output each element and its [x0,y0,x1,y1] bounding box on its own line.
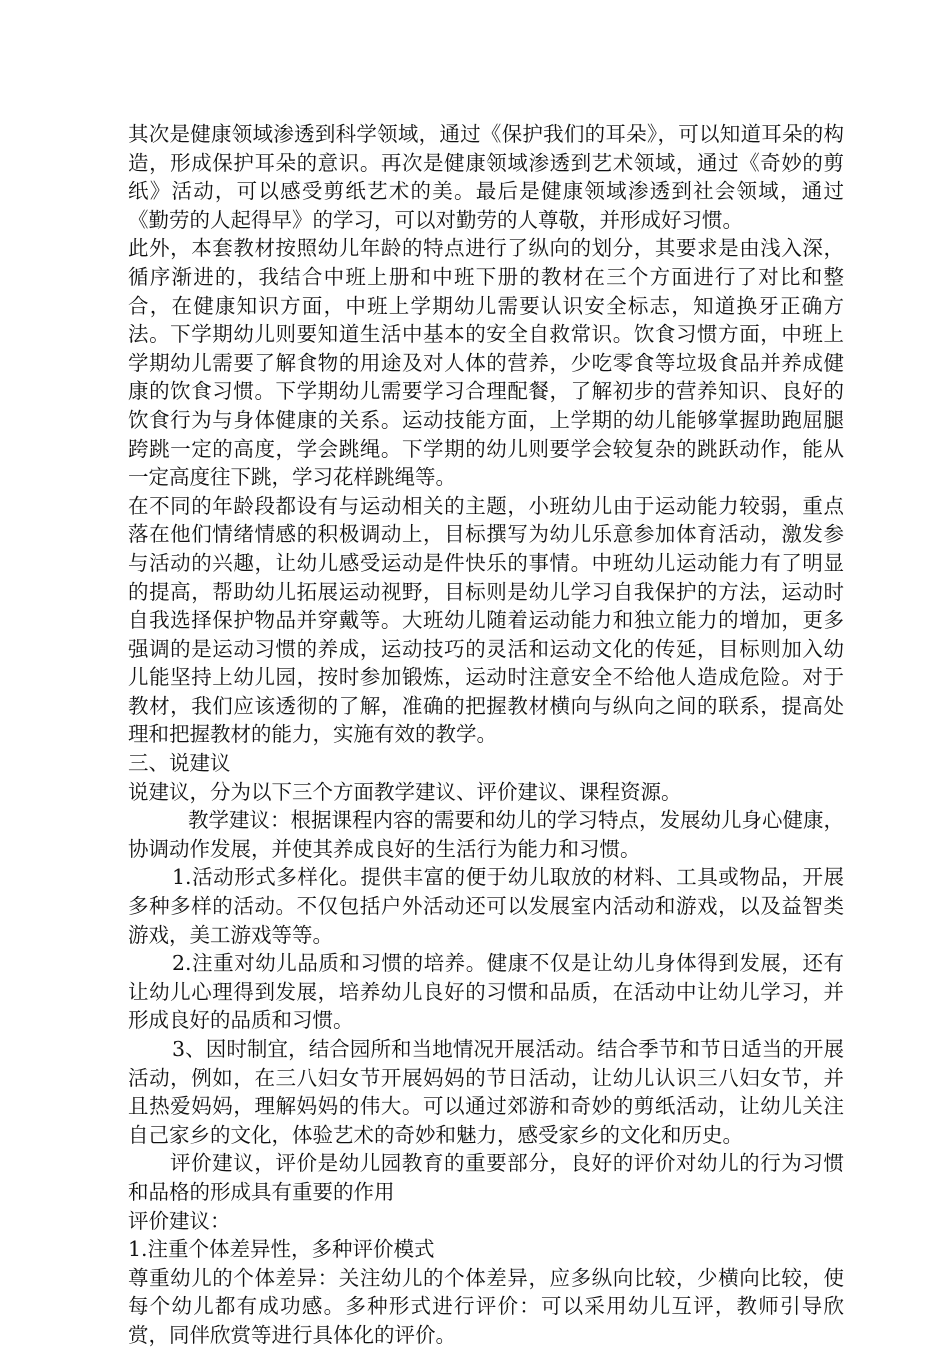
section-heading-suggestions: 三、说建议 [128,751,231,776]
teaching-item-1: 1.活动形式多样化。提供丰富的便于幼儿取放的材料、工具或物品，开展多种多样的活动。不仅包括户外活动还可以发展室内活动和游戏，以及益智类游戏，美工游戏等等。 [128,865,844,947]
suggestions-intro: 说建议，分为以下三个方面教学建议、评价建议、课程资源。 [128,779,682,804]
teaching-suggestion: 教学建议：根据课程内容的需要和幼儿的学习特点，发展幼儿身心健康，协调动作发展，并使其养成良好的生活行为能力和习惯。 [128,808,844,861]
evaluation-item-1-body: 尊重幼儿的个体差异：关注幼儿的个体差异，应多纵向比较，少横向比较，使每个幼儿都有成功感。多种形式进行评价：可以采用幼儿互评，教师引导欣赏，同伴欣赏等进行具体化的评价。 [128,1265,844,1347]
teaching-item-2: 2.注重对幼儿品质和习惯的培养。健康不仅是让幼儿身体得到发展，还有让幼儿心理得到发展，培养幼儿良好的习惯和品质，在活动中让幼儿学习，并形成良好的品质和习惯。 [128,951,844,1033]
evaluation-label: 评价建议： [128,1208,231,1233]
paragraph-cross-domain: 其次是健康领域渗透到科学领域，通过《保护我们的耳朵》，可以知道耳朵的构造，形成保护耳朵的意识。再次是健康领域渗透到艺术领域，通过《奇妙的剪纸》活动，可以感受剪纸艺术的美。最后是健康领域渗透到社会领域，通过《勤劳的人起得早》的学习，可以对勤劳的人尊敬，并形成好习惯。 [128,122,844,232]
evaluation-paragraph: 评价建议，评价是幼儿园教育的重要部分，良好的评价对幼儿的行为习惯和品格的形成具有重要的作用 [128,1151,844,1204]
paragraph-vertical-division: 此外，本套教材按照幼儿年龄的特点进行了纵向的划分，其要求是由浅入深，循序渐进的，我结合中班上册和中班下册的教材在三个方面进行了对比和整合，在健康知识方面，中班上学期幼儿需要认识安全标志，知道换牙正确方法。下学期幼儿则要知道生活中基本的安全自救常识。饮食习惯方面，中班上学期幼儿需要了解食物的用途及对人体的营养，少吃零食等垃圾食品并养成健康的饮食习惯。下学期幼儿需要学习合理配餐，了解初步的营养知识、良好的饮食行为与身体健康的关系。运动技能方面，上学期的幼儿能够掌握助跑屈腿跨跳一定的高度，学会跳绳。下学期的幼儿则要学会较复杂的跳跃动作，能从一定高度往下跳，学习花样跳绳等。 [128,236,844,490]
document-body [128,120,844,1350]
teaching-item-3: 3、因时制宜，结合园所和当地情况开展活动。结合季节和节日适当的开展活动，例如，在三八妇女节开展妈妈的节日活动，让幼儿认识三八妇女节，并且热爱妈妈，理解妈妈的伟大。可以通过郊游和奇妙的剪纸活动，让幼儿关注自己家乡的文化，体验艺术的奇妙和魅力，感受家乡的文化和历史。 [128,1037,844,1147]
evaluation-item-1-title: 1.注重个体差异性，多种评价模式 [128,1237,435,1262]
paragraph-age-themes: 在不同的年龄段都设有与运动相关的主题，小班幼儿由于运动能力较弱，重点落在他们情绪情感的积极调动上，目标撰写为幼儿乐意参加体育活动，激发参与活动的兴趣，让幼儿感受运动是件快乐的事情。中班幼儿运动能力有了明显的提高，帮助幼儿拓展运动视野，目标则是幼儿学习自我保护的方法，运动时自我选择保护物品并穿戴等。大班幼儿随着运动能力和独立能力的增加，更多强调的是运动习惯的养成，运动技巧的灵活和运动文化的传延，目标则加入幼儿能坚持上幼儿园，按时参加锻炼，运动时注意安全不给他人造成危险。对于教材，我们应该透彻的了解，准确的把握教材横向与纵向之间的联系，提高处理和把握教材的能力，实施有效的教学。 [128,493,844,747]
